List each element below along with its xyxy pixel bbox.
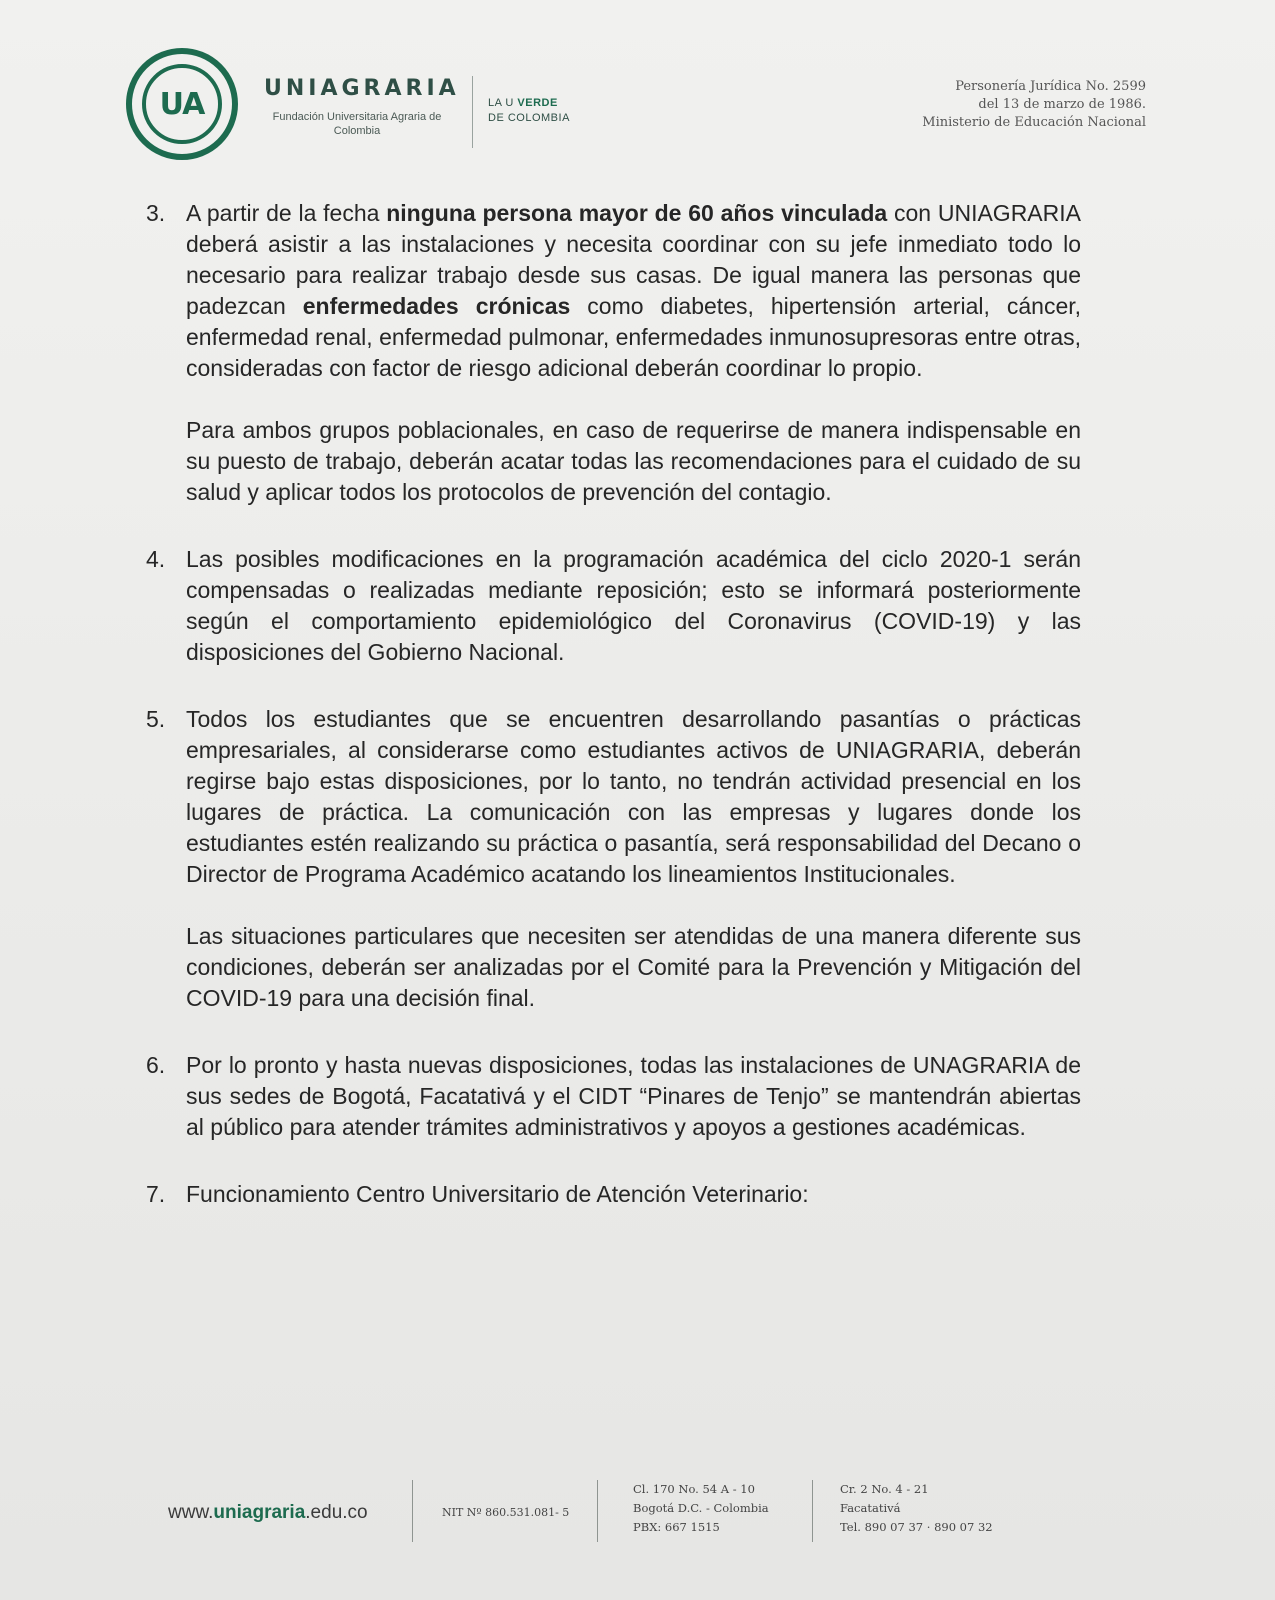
web-bold: uniagraria (213, 1502, 306, 1523)
legal-line-2: del 13 de marzo de 1986. (978, 97, 1146, 112)
item-paragraph: Por lo pronto y hasta nuevas disposiciones, todas las instalaciones de UNAGRARIA de sus sedes de Bogotá, Facatativá y el CIDT “Pinares de Tenjo” se mantendrán abiertas al público para atender trámites administrativos y apoyos a gestiones académicas. (186, 1052, 1081, 1140)
item-number: 3. (146, 200, 166, 226)
web-pre: www. (168, 1502, 214, 1523)
item-paragraph: Las posibles modificaciones en la programación académica del ciclo 2020-1 serán compensadas o realizadas mediante reposición; esto se informará posteriormente según el comportamiento epidemiológico del Coronavirus (COVID-19) y las disposiciones del Gobierno Nacional. (186, 546, 1081, 665)
uniagraria-logo (126, 48, 238, 160)
numbered-list (146, 198, 1081, 1210)
item-number: 6. (146, 1052, 166, 1078)
item-paragraph: Las situaciones particulares que necesiten ser atendidas de una manera diferente sus condiciones, deberán ser analizadas por el Comité para la Prevención y Mitigación del COVID-19 para una decisión final. (186, 923, 1081, 1011)
item-number: 4. (146, 546, 166, 572)
tagline-line2: DE COLOMBIA (488, 112, 570, 124)
bogota-address (633, 1480, 769, 1537)
facatativa-address (840, 1480, 993, 1537)
footer-divider (812, 1480, 813, 1542)
item-paragraph: Funcionamiento Centro Universitario de Atención Veterinario: (186, 1181, 809, 1207)
nit-number: NIT Nº 860.531.081- 5 (442, 1506, 570, 1519)
legal-line-3: Ministerio de Educación Nacional (922, 115, 1146, 130)
bold-text: enfermedades crónicas (302, 293, 571, 319)
footer-divider (412, 1480, 413, 1542)
letter-footer (0, 1480, 1275, 1560)
legal-line-1: Personería Jurídica No. 2599 (955, 79, 1146, 94)
logo-monogram: UA (142, 64, 222, 144)
address-line: Cl. 170 No. 54 A - 10 (633, 1482, 755, 1496)
text-run: con UNIAGRARIA deberá asistir a las instalaciones y necesita coordinar con su jefe inmediato todo lo necesario para realizar trabajo desde sus casas. De igual manera las personas que padezcan (186, 200, 1081, 319)
tagline-bold: VERDE (517, 97, 558, 109)
legal-info (846, 78, 1146, 132)
address-line: PBX: 667 1515 (633, 1520, 720, 1534)
tagline-pre: LA U (488, 97, 518, 109)
letterhead (126, 48, 1156, 158)
header-divider (472, 76, 473, 148)
item-paragraph: Todos los estudiantes que se encuentren desarrollando pasantías o prácticas empresariales, al considerarse como estudiantes activos de UNIAGRARIA, deberán regirse bajo estas disposiciones, por lo tanto, no tendrán actividad presencial en los lugares de práctica. La comunicación con las empresas y lugares donde los estudiantes estén realizando su práctica o pasantía, será responsabilidad del Decano o Director de Programa Académico acatando los lineamientos Institucionales. (186, 706, 1081, 887)
text-run: A partir de la fecha (186, 200, 387, 226)
address-line: Bogotá D.C. - Colombia (633, 1501, 769, 1515)
address-line: Cr. 2 No. 4 - 21 (840, 1482, 929, 1496)
footer-divider (597, 1480, 598, 1542)
item-paragraph: Para ambos grupos poblacionales, en caso de requerirse de manera indispensable en su puesto de trabajo, deberán acatar todas las recomendaciones para el cuidado de su salud y aplicar todos los protocolos de prevención del contagio. (186, 417, 1081, 505)
brand-name: UNIAGRARIA (264, 76, 460, 101)
item-number: 7. (146, 1181, 166, 1207)
item-paragraph (186, 198, 1081, 384)
website-link[interactable] (168, 1502, 368, 1524)
list-item (146, 544, 1081, 668)
list-item (146, 1179, 1081, 1210)
item-number: 5. (146, 706, 166, 732)
list-item (146, 198, 1081, 508)
bold-text: ninguna persona mayor de 60 años vinculada (386, 200, 888, 226)
tagline (488, 96, 570, 126)
list-item (146, 1050, 1081, 1143)
address-line: Facatativá (840, 1501, 901, 1515)
list-item (146, 704, 1081, 1014)
address-line: Tel. 890 07 37 · 890 07 32 (840, 1520, 993, 1534)
brand-subtitle: Fundación Universitaria Agraria de Colombia (272, 111, 442, 137)
web-post: .edu.co (305, 1502, 368, 1523)
text-run: como diabetes, hipertensión arterial, cáncer, enfermedad renal, enfermedad pulmonar, enfermedades inmunosupresoras entre otras, consideradas con factor de riesgo adicional deberán coordinar lo propio. (186, 293, 1082, 381)
